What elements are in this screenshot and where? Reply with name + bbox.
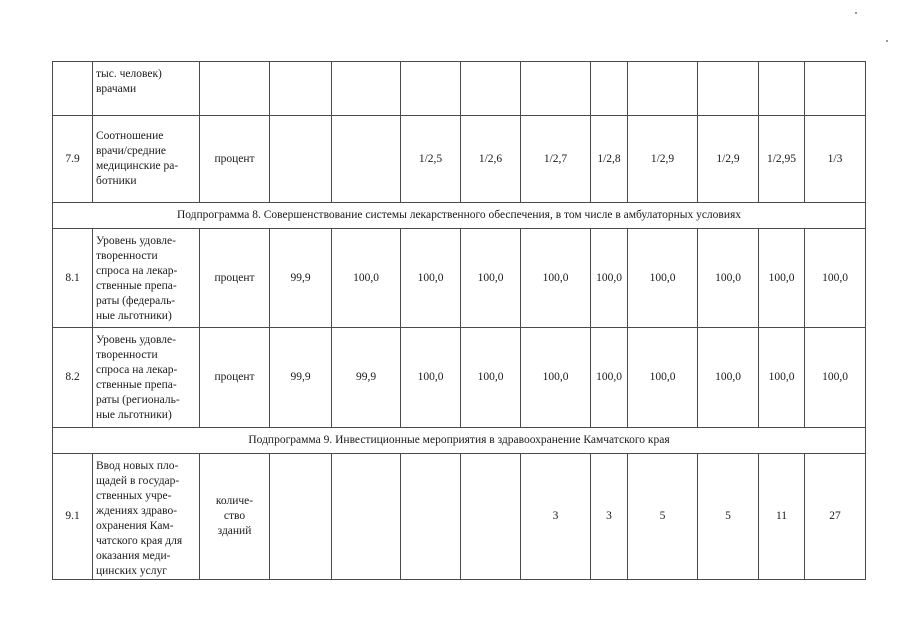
value-cell: 1/2,7 <box>521 116 591 203</box>
value-cell <box>332 454 401 580</box>
value-cell: 5 <box>628 454 698 580</box>
row-number: 8.1 <box>53 229 93 328</box>
value-cell: 1/3 <box>805 116 866 203</box>
value-cell <box>332 116 401 203</box>
value-cell: 100,0 <box>591 229 628 328</box>
value-cell <box>332 62 401 116</box>
table-row <box>53 62 866 116</box>
value-cell <box>521 62 591 116</box>
value-cell: 1/2,9 <box>698 116 759 203</box>
value-cell: 99,9 <box>270 328 332 428</box>
value-cell <box>401 62 461 116</box>
value-cell <box>759 62 805 116</box>
value-cell <box>270 62 332 116</box>
value-cell: 100,0 <box>461 328 521 428</box>
value-cell: 100,0 <box>628 229 698 328</box>
indicators-table <box>52 61 866 580</box>
value-cell <box>698 62 759 116</box>
value-cell: 100,0 <box>805 328 866 428</box>
subprogram-title: Подпрограмма 8. Совершенствование системы лекарственного обеспечения, в том числе в амбулаторных условиях <box>53 203 866 229</box>
indicator-name: Уровень удовле- творенности спроса на лекар- ственные препа- раты (региональ- ные льготники) <box>93 328 200 428</box>
row-number <box>53 62 93 116</box>
subprogram-row <box>53 428 866 454</box>
value-cell <box>591 62 628 116</box>
row-number: 8.2 <box>53 328 93 428</box>
unit-cell: процент <box>200 229 270 328</box>
value-cell <box>461 62 521 116</box>
value-cell <box>401 454 461 580</box>
scan-speck <box>886 40 888 42</box>
value-cell: 99,9 <box>270 229 332 328</box>
table-row <box>53 116 866 203</box>
table-row <box>53 229 866 328</box>
table-row <box>53 328 866 428</box>
value-cell: 3 <box>591 454 628 580</box>
value-cell: 100,0 <box>759 328 805 428</box>
value-cell: 100,0 <box>521 229 591 328</box>
value-cell: 100,0 <box>628 328 698 428</box>
value-cell: 99,9 <box>332 328 401 428</box>
value-cell <box>270 454 332 580</box>
subprogram-title: Подпрограмма 9. Инвестиционные мероприятия в здравоохранение Камчатского края <box>53 428 866 454</box>
value-cell: 100,0 <box>591 328 628 428</box>
value-cell: 100,0 <box>521 328 591 428</box>
value-cell: 100,0 <box>401 328 461 428</box>
indicator-name: тыс. человек) врачами <box>93 62 200 116</box>
value-cell <box>805 62 866 116</box>
table-row <box>53 454 866 580</box>
value-cell: 100,0 <box>461 229 521 328</box>
value-cell: 3 <box>521 454 591 580</box>
value-cell: 100,0 <box>332 229 401 328</box>
scan-speck <box>855 12 857 14</box>
value-cell: 100,0 <box>401 229 461 328</box>
value-cell: 5 <box>698 454 759 580</box>
row-number: 9.1 <box>53 454 93 580</box>
value-cell: 100,0 <box>759 229 805 328</box>
indicator-name: Уровень удовле- творенности спроса на лекар- ственные препа- раты (федераль- ные льготники) <box>93 229 200 328</box>
value-cell: 1/2,9 <box>628 116 698 203</box>
value-cell: 27 <box>805 454 866 580</box>
indicator-name: Ввод новых пло- щадей в государ- ственных учре- ждениях здраво- охранения Кам- чатского края для оказания меди- цинских услуг <box>93 454 200 580</box>
indicator-name: Соотношение врачи/средние медицинские ра- ботники <box>93 116 200 203</box>
row-number: 7.9 <box>53 116 93 203</box>
value-cell: 1/2,6 <box>461 116 521 203</box>
unit-cell <box>200 62 270 116</box>
value-cell: 11 <box>759 454 805 580</box>
unit-cell: количе- ство зданий <box>200 454 270 580</box>
unit-cell: процент <box>200 116 270 203</box>
value-cell: 100,0 <box>805 229 866 328</box>
value-cell <box>270 116 332 203</box>
value-cell: 100,0 <box>698 328 759 428</box>
value-cell: 1/2,5 <box>401 116 461 203</box>
value-cell <box>628 62 698 116</box>
subprogram-row <box>53 203 866 229</box>
value-cell <box>461 454 521 580</box>
value-cell: 1/2,95 <box>759 116 805 203</box>
value-cell: 100,0 <box>698 229 759 328</box>
value-cell: 1/2,8 <box>591 116 628 203</box>
unit-cell: процент <box>200 328 270 428</box>
